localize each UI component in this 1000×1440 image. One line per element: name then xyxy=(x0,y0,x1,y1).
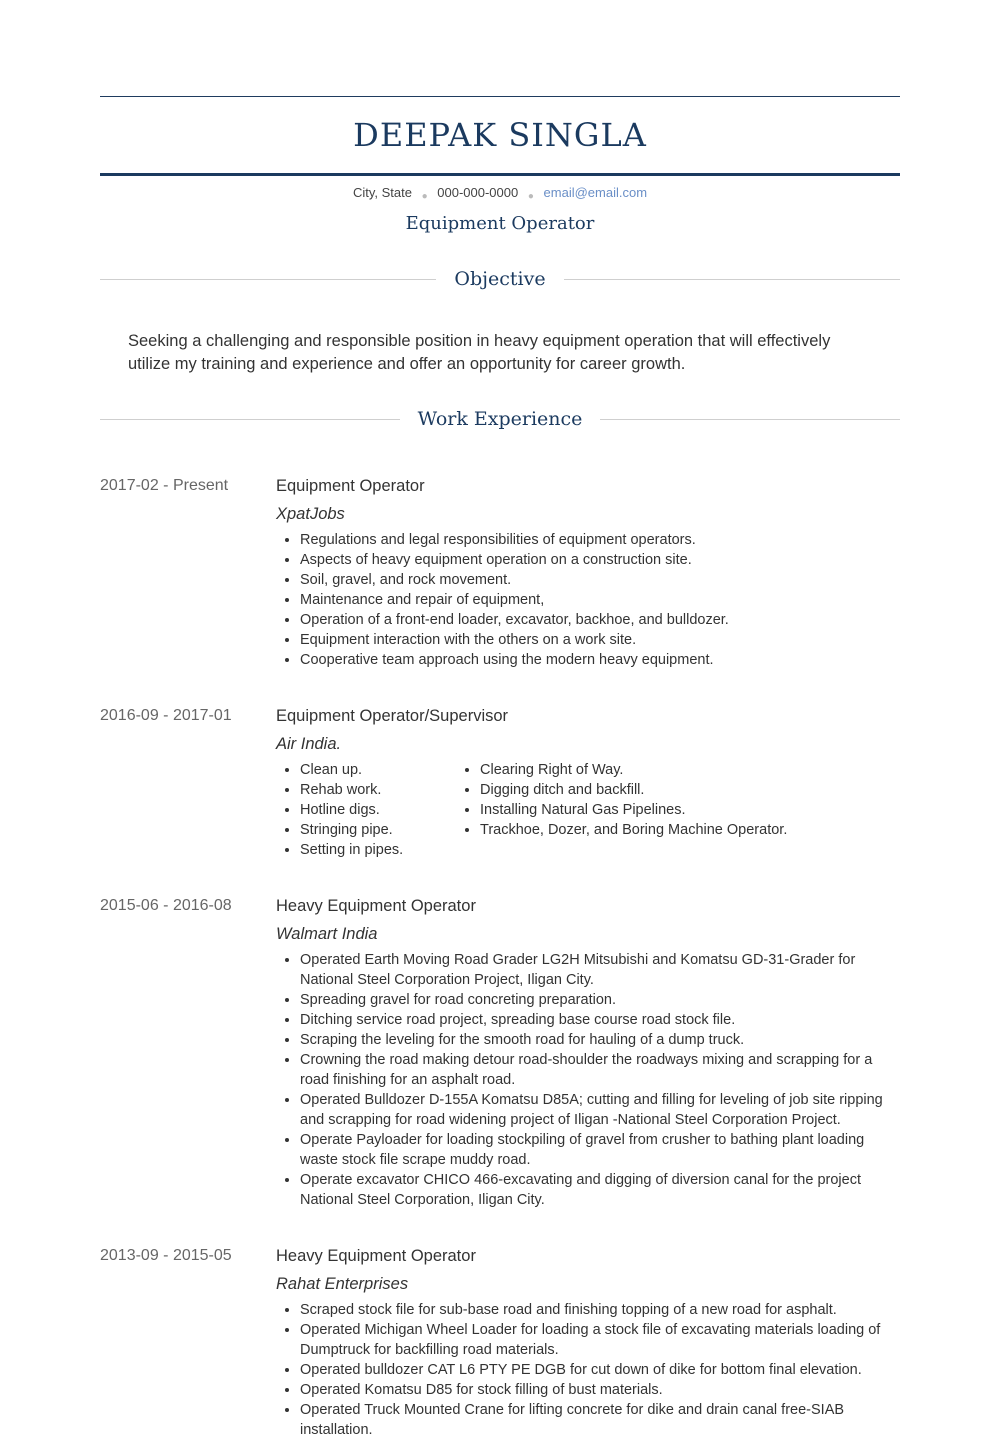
candidate-name: DEEPAK SINGLA xyxy=(353,116,647,154)
job-date: 2015-06 - 2016-08 xyxy=(100,897,232,914)
job-bullet-columns xyxy=(276,756,900,860)
job-bullets xyxy=(276,950,900,1210)
list-item: • Operated Michigan Wheel Loader for loading a stock file of excavating materials loading of Dumptruck for backfilling road materials. xyxy=(300,1320,900,1360)
list-item: • Setting in pipes. xyxy=(300,840,456,860)
list-item: • Clearing Right of Way. xyxy=(480,760,787,780)
job-bullets xyxy=(456,760,787,840)
objective-section-title xyxy=(100,264,900,294)
list-item: • Regulations and legal responsibilities of equipment operators. xyxy=(300,530,900,550)
list-item: • Operation of a front-end loader, excavator, backhoe, and bulldozer. xyxy=(300,610,900,630)
job-date: 2013-09 - 2015-05 xyxy=(100,1247,232,1264)
job-entry xyxy=(100,704,900,860)
contact-location: City, State xyxy=(352,185,412,200)
job-title: Equipment Operator xyxy=(276,477,425,495)
list-item: • Maintenance and repair of equipment, xyxy=(300,590,900,610)
list-item: • Installing Natural Gas Pipelines. xyxy=(480,800,787,820)
list-item: • Rehab work. xyxy=(300,780,456,800)
list-item: • Stringing pipe. xyxy=(300,820,456,840)
section-divider xyxy=(600,419,900,420)
job-title: Heavy Equipment Operator xyxy=(276,897,476,915)
list-item: • Ditching service road project, spreading base course road stock file. xyxy=(300,1010,900,1030)
list-item: • Operate excavator CHICO 466-excavating and digging of diversion canal for the project National Steel Corporation, Iligan City. xyxy=(300,1170,900,1210)
job-bullets xyxy=(276,760,456,860)
list-item: • Operated bulldozer CAT L6 PTY PE DGB for cut down of dike for bottom final elevation. xyxy=(300,1360,900,1380)
job-body xyxy=(276,1244,900,1440)
contact-phone: 000-000-0000 xyxy=(437,185,519,200)
resume-page xyxy=(100,0,900,1440)
job-company: Walmart India xyxy=(276,925,378,943)
job-title: Equipment Operator/Supervisor xyxy=(276,707,509,725)
contact-line xyxy=(100,184,900,202)
section-divider xyxy=(564,279,900,280)
job-entry xyxy=(100,1244,900,1440)
list-item: • Spreading gravel for road concreting preparation. xyxy=(300,990,900,1010)
list-item: • Operate Payloader for loading stockpiling of gravel from crusher to bathing plant loading waste stock file scrape muddy road. xyxy=(300,1130,900,1170)
dot-separator-icon: ● xyxy=(421,191,428,202)
list-item: • Operated Bulldozer D-155A Komatsu D85A; cutting and filling for leveling of job site ripping and scrapping for road widening project of Iligan -National Steel Corporation Project. xyxy=(300,1090,900,1130)
list-item: • Aspects of heavy equipment operation on a construction site. xyxy=(300,550,900,570)
objective-text: Seeking a challenging and responsible position in heavy equipment operation that will effectively utilize my training and experience and offer an opportunity for career growth. xyxy=(128,332,831,373)
job-bullets xyxy=(276,530,900,670)
job-entry xyxy=(100,474,900,670)
list-item: • Scraped stock file for sub-base road and finishing topping of a new road for asphalt. xyxy=(300,1300,900,1320)
job-body xyxy=(276,474,900,670)
section-label: Objective xyxy=(454,268,546,290)
job-company: XpatJobs xyxy=(276,505,345,523)
header-bottom-rule xyxy=(100,173,900,176)
job-headline: Equipment Operator xyxy=(405,213,595,234)
job-bullets xyxy=(276,1300,900,1440)
section-label: Work Experience xyxy=(417,408,583,430)
job-entry xyxy=(100,894,900,1210)
bullet-column xyxy=(456,756,787,860)
list-item: • Clean up. xyxy=(300,760,456,780)
list-item: • Soil, gravel, and rock movement. xyxy=(300,570,900,590)
list-item: • Equipment interaction with the others on a work site. xyxy=(300,630,900,650)
job-body xyxy=(276,894,900,1210)
job-date: 2016-09 - 2017-01 xyxy=(100,707,232,724)
list-item: • Scraping the leveling for the smooth road for hauling of a dump truck. xyxy=(300,1030,900,1050)
list-item: • Crowning the road making detour road-shoulder the roadways mixing and scrapping for a road finishing for an asphalt road. xyxy=(300,1050,900,1090)
list-item: • Operated Truck Mounted Crane for lifting concrete for dike and drain canal free-SIAB installation. xyxy=(300,1400,900,1440)
bullet-column xyxy=(276,756,456,860)
job-company: Rahat Enterprises xyxy=(276,1275,409,1293)
job-date: 2017-02 - Present xyxy=(100,477,229,494)
section-divider xyxy=(100,419,400,420)
job-title: Heavy Equipment Operator xyxy=(276,1247,476,1265)
contact-email-link[interactable]: email@email.com xyxy=(543,185,648,200)
job-body xyxy=(276,704,900,860)
work-section-title xyxy=(100,404,900,434)
section-divider xyxy=(100,279,436,280)
list-item: • Digging ditch and backfill. xyxy=(480,780,787,800)
job-company: Air India. xyxy=(276,735,342,753)
dot-separator-icon: ● xyxy=(527,191,534,202)
list-item: • Hotline digs. xyxy=(300,800,456,820)
list-item: • Trackhoe, Dozer, and Boring Machine Operator. xyxy=(480,820,787,840)
list-item: • Cooperative team approach using the modern heavy equipment. xyxy=(300,650,900,670)
list-item: • Operated Earth Moving Road Grader LG2H Mitsubishi and Komatsu GD-31-Grader for National Steel Corporation Project, Iligan City. xyxy=(300,950,900,990)
list-item: • Operated Komatsu D85 for stock filling of bust materials. xyxy=(300,1380,900,1400)
